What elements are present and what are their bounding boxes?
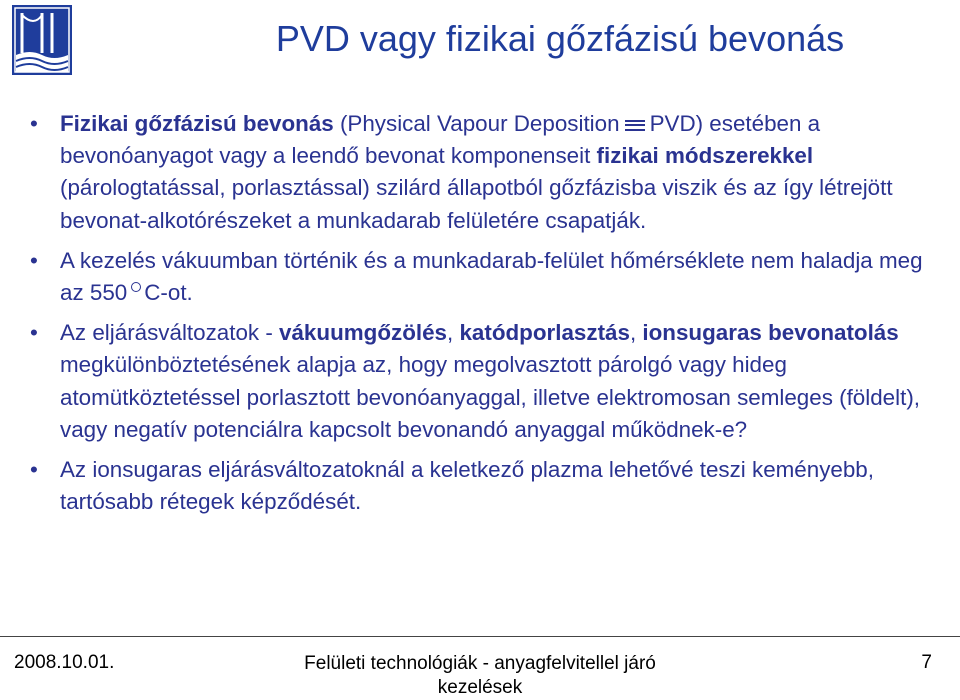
term-physical-methods: fizikai módszerekkel [596, 143, 814, 169]
term-vacuum-evaporation: vákuumgőzölés [279, 320, 448, 346]
footer-date: 2008.10.01. [14, 652, 115, 673]
bullet-dot-icon: • [30, 247, 38, 273]
text: (Physical Vapour Deposition [333, 111, 620, 136]
text: Az eljárásváltozatok - [60, 320, 280, 346]
bullet-dot-icon: • [30, 457, 38, 483]
text: A kezelés vákuumban történik és a munkadarab-felület hőmérséklete nem haladja meg az 550 [60, 247, 923, 306]
footer-divider [0, 636, 960, 637]
bullet-pvd-definition [30, 108, 945, 237]
degree-icon [131, 282, 141, 292]
institution-logo-icon [12, 5, 72, 75]
identical-to-icon [623, 119, 647, 132]
term-ion-beam-coating: ionsugaras bevonatolás [642, 320, 899, 346]
term-pvd: Fizikai gőzfázisú bevonás [60, 111, 334, 136]
bullet-vacuum-treatment [30, 245, 945, 309]
footer-page-number: 7 [921, 652, 932, 673]
text: C-ot. [144, 280, 193, 306]
term-sputtering: katódporlasztás [459, 320, 630, 346]
page-title: PVD vagy fizikai gőzfázisú bevonás [275, 18, 845, 59]
bullet-ion-beam-plasma [30, 454, 945, 518]
bullet-process-variants [30, 317, 945, 446]
text: Az ionsugaras eljárásváltozatoknál a keletkező plazma lehetővé teszi keményebb, tartósabb rétegek képződését. [60, 457, 874, 515]
bullet-dot-icon: • [30, 320, 38, 346]
footer-course: Felületi technológiák - anyagfelvitellel járó kezelések [304, 653, 656, 698]
text: , [629, 320, 643, 346]
text: (párologtatással, porlasztással) szilárd állapotból gőzfázisba viszik és az így létrejött bevonat-alkotórészeket a munkadarab felületére csapatják. [60, 175, 893, 233]
slide-content [30, 108, 945, 526]
text: , [447, 320, 460, 346]
text: PVD) esetében a bevonóanyagot vagy a leendő bevonat komponenseit [60, 111, 821, 169]
text: megkülönböztetésének alapja az, hogy megolvasztott párolgó vagy hideg atomütköztetéssel porlasztott bevonóanyaggal, illetve elektromosan semleges (földelt), vagy negatív potenciálra kapcsolt bevonandó anyaggal működnek-e? [60, 352, 921, 442]
bullet-dot-icon: • [30, 111, 38, 136]
